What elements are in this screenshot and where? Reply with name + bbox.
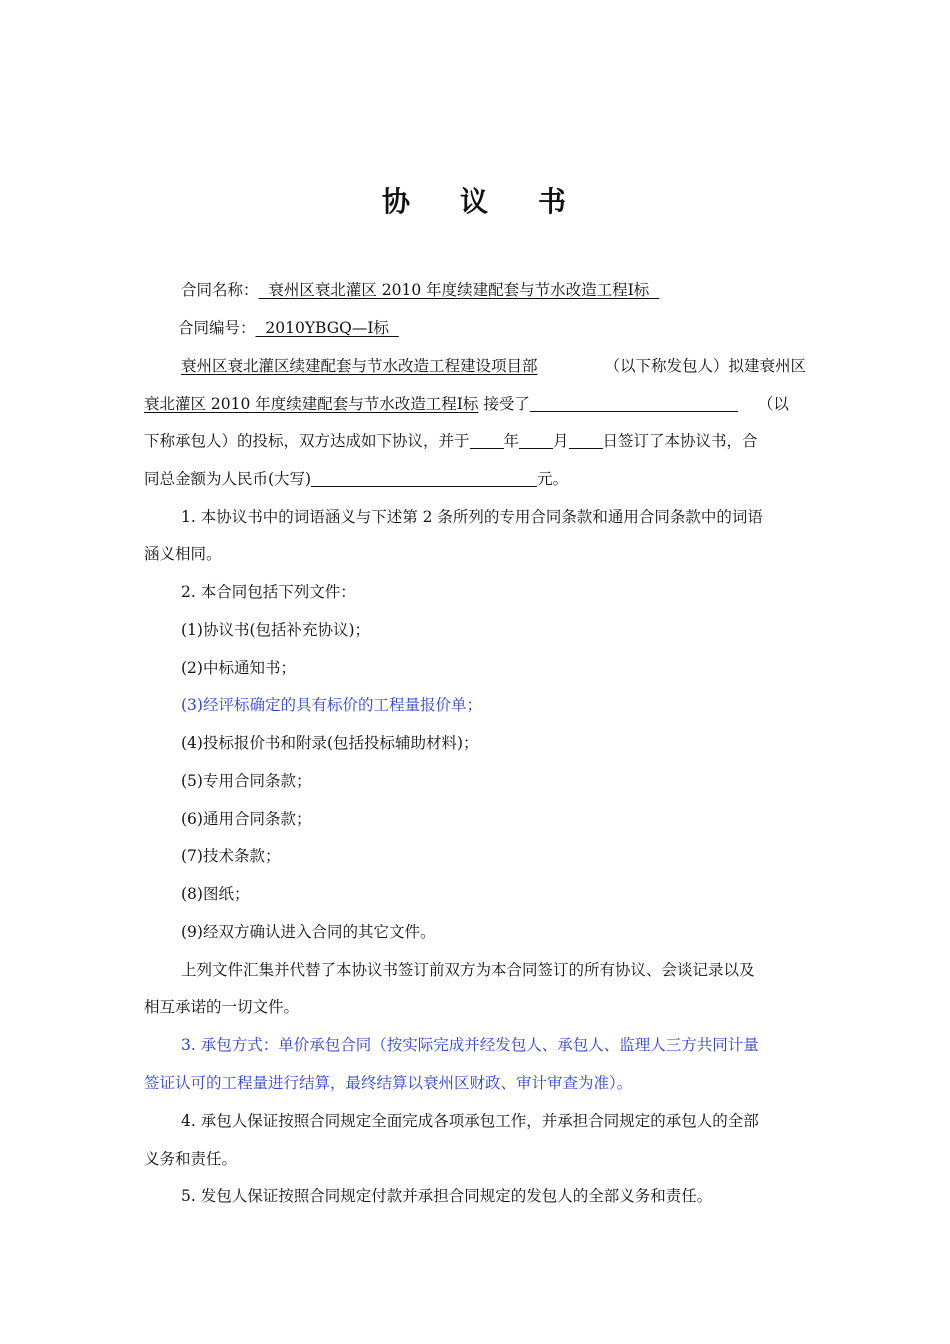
- intro-line-3-text: 下称承包人）的投标，双方达成如下协议，并于: [144, 432, 470, 450]
- clause-2-heading: 2. 本合同包括下列文件：: [181, 583, 356, 601]
- contract-name-label: 合同名称：: [181, 281, 259, 299]
- document-title: [0, 180, 950, 220]
- title-char-1: 协: [381, 185, 412, 218]
- contract-number-label: 合同编号：: [178, 319, 256, 337]
- project-name: 衰北灌区 2010 年度续建配套与节水改造工程Ⅰ标: [144, 395, 479, 413]
- employer-name: 衰州区衰北灌区续建配套与节水改造工程建设项目部: [181, 357, 538, 375]
- contract-name-line: [181, 279, 806, 301]
- clause-2-item-1: (1)协议书(包括补充协议)；: [181, 621, 371, 639]
- clause-4-line-2: 义务和责任。: [144, 1150, 238, 1168]
- summary-line-2: 相互承诺的一切文件。: [144, 998, 300, 1016]
- year-blank: [470, 431, 504, 449]
- intro-line-1: [144, 355, 806, 377]
- contract-number-value: 2010YBGQ—Ⅰ标: [255, 319, 399, 337]
- intro-line-2: [144, 393, 806, 415]
- clause-2-item-6: (6)通用合同条款；: [181, 810, 312, 828]
- intro-line-3-rest: 日签订了本协议书，合: [602, 432, 758, 450]
- contract-number-line: [178, 317, 803, 339]
- title-char-3: 书: [538, 185, 569, 218]
- clause-1-line-1: 1. 本协议书中的词语涵义与下述第 2 条所列的专用合同条款和通用合同条款中的词语: [181, 508, 763, 526]
- clause-2-item-2: (2)中标通知书；: [181, 659, 296, 677]
- clause-2-item-8: (8)图纸；: [181, 885, 250, 903]
- currency-unit: 元。: [537, 470, 569, 488]
- clause-2-item-4: (4)投标报价书和附录(包括投标辅助材料)；: [181, 734, 479, 752]
- intro-line-1-rest: （以下称发包人）拟建衰州区: [604, 357, 806, 375]
- intro-line-3: [144, 430, 806, 452]
- month-blank: [519, 431, 553, 449]
- clause-1-line-2: 涵义相同。: [144, 545, 222, 563]
- clause-4-line-1: 4. 承包人保证按照合同规定全面完成各项承包工作，并承担合同规定的承包人的全部: [181, 1112, 759, 1130]
- intro-line-2-end: （以: [757, 395, 789, 413]
- clause-2-item-3: (3)经评标确定的具有标价的工程量报价单；: [181, 696, 482, 714]
- month-label: 月: [553, 432, 569, 450]
- year-label: 年: [503, 432, 520, 450]
- contractor-name-blank: [530, 394, 738, 412]
- clause-2-item-9: (9)经双方确认进入合同的其它文件。: [181, 923, 436, 941]
- title-char-2: 议: [459, 185, 490, 218]
- total-amount-blank: [311, 469, 537, 487]
- total-amount-label: 同总金额为人民币(大写): [144, 470, 312, 488]
- day-blank: [569, 431, 603, 449]
- clause-2-item-5: (5)专用合同条款；: [181, 772, 312, 790]
- contract-name-value: 衰州区衰北灌区 2010 年度续建配套与节水改造工程Ⅰ标: [258, 281, 660, 299]
- summary-line-1: 上列文件汇集并代替了本协议书签订前双方为本合同签订的所有协议、会谈记录以及: [181, 961, 755, 979]
- intro-line-4: [144, 468, 806, 490]
- clause-3-line-2: 签证认可的工程量进行结算，最终结算以衰州区财政、审计审查为准）。: [144, 1074, 633, 1092]
- clause-2-item-7: (7)技术条款；: [181, 847, 281, 865]
- intro-accepted-text: 接受了: [478, 395, 530, 413]
- clause-3-line-1: 3. 承包方式：单价承包合同（按实际完成并经发包人、承包人、监理人三方共同计量: [181, 1036, 759, 1054]
- clause-5-line-1: 5. 发包人保证按照合同规定付款并承担合同规定的发包人的全部义务和责任。: [181, 1187, 713, 1205]
